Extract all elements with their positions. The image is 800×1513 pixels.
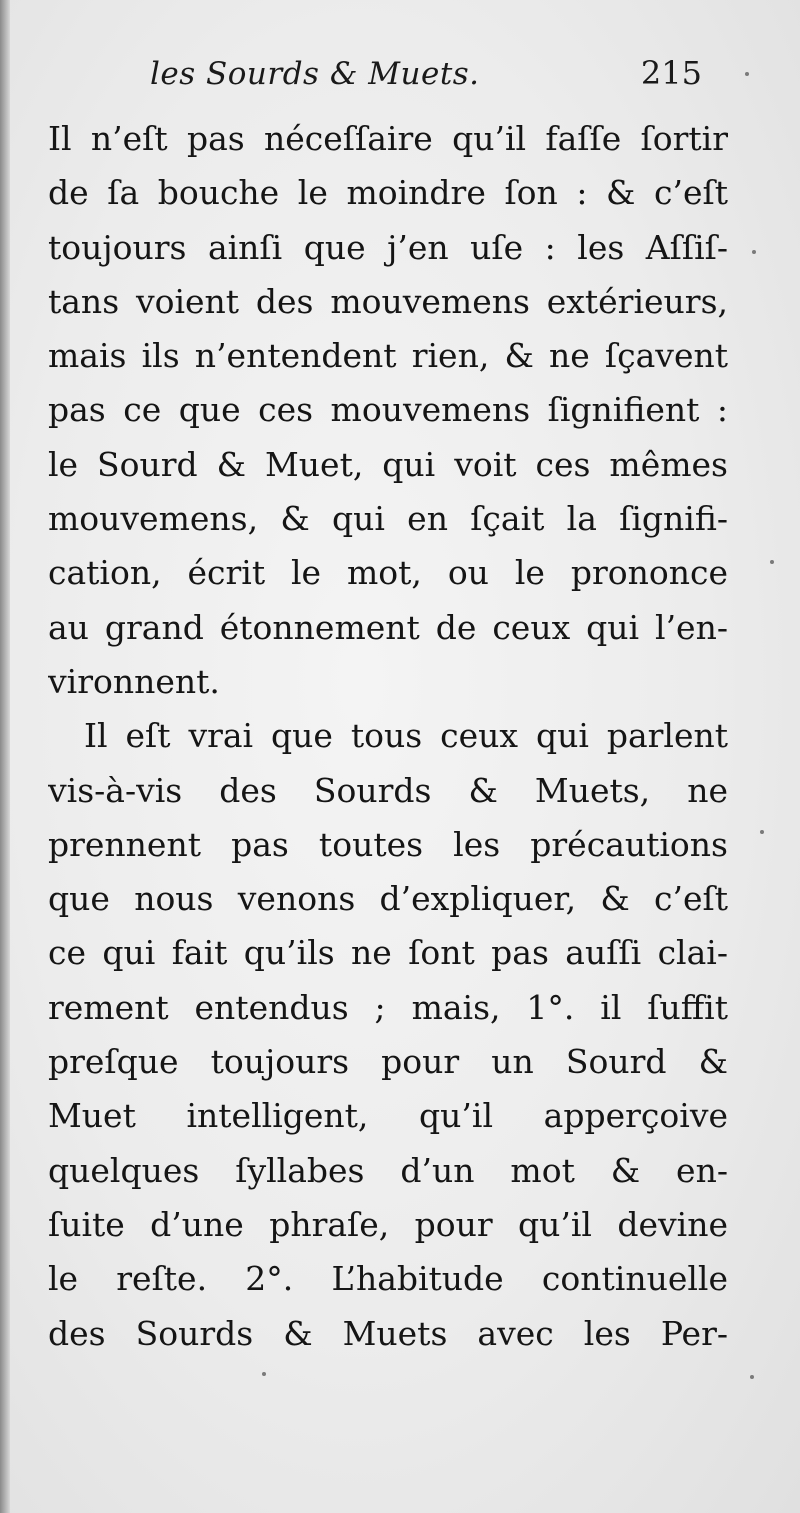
page-header xyxy=(150,50,710,106)
ink-speck xyxy=(750,1375,754,1379)
text-line: au grand étonnement de ceux qui l’en- xyxy=(48,607,728,647)
body-text xyxy=(48,112,728,1361)
page-number: 215 xyxy=(640,54,702,92)
ink-speck xyxy=(752,250,756,254)
ink-speck xyxy=(745,72,749,76)
text-line: tans voient des mouvemens extérieurs, xyxy=(48,281,728,321)
text-line: prennent pas toutes les précautions xyxy=(48,824,728,864)
text-line: Il n’eſt pas néceſſaire qu’il faſſe ſortir xyxy=(48,119,728,158)
text-line: mouvemens, & qui en ſçait la ſignifi- xyxy=(48,499,728,539)
text-line: quelques ſyllabes d’un mot & en- xyxy=(48,1150,728,1190)
paragraph-1 xyxy=(48,112,728,709)
ink-speck xyxy=(770,560,774,564)
text-line: Muet intelligent, qu’il apperçoive xyxy=(48,1096,728,1136)
text-line: pas ce que ces mouvemens ſignifient : xyxy=(48,390,728,430)
text-line: de ſa bouche le moindre ſon : & c’eſt xyxy=(48,173,728,213)
text-line: rement entendus ; mais, 1°. il ſuffit xyxy=(48,987,728,1027)
text-line: le reſte. 2°. L’habitude continuelle xyxy=(48,1259,728,1299)
text-line: le Sourd & Muet, qui voit ces mêmes xyxy=(48,444,728,484)
text-line: cation, écrit le mot, ou le prononce xyxy=(48,553,728,593)
ink-speck xyxy=(262,1372,266,1376)
text-line: ce qui fait qu’ils ne ſont pas auſſi clai- xyxy=(48,933,728,973)
text-line: que nous venons d’expliquer, & c’eſt xyxy=(48,879,728,919)
text-line: vis-à-vis des Sourds & Muets, ne xyxy=(48,770,728,810)
ink-speck xyxy=(760,830,764,834)
text-line: toujours ainſi que j’en uſe : les Aſſiſ- xyxy=(48,227,728,267)
page-gutter-shadow xyxy=(0,0,10,1513)
text-line: preſque toujours pour un Sourd & xyxy=(48,1042,728,1082)
text-line: mais ils n’entendent rien, & ne ſçavent xyxy=(48,336,728,376)
paragraph-2 xyxy=(48,709,728,1361)
text-line: ſuite d’une phraſe, pour qu’il devine xyxy=(48,1204,728,1244)
running-head: les Sourds & Muets. xyxy=(150,56,480,92)
text-line: vironnent. xyxy=(48,661,220,701)
text-line: Il eſt vrai que tous ceux qui parlent xyxy=(84,716,728,756)
text-line: des Sourds & Muets avec les Per- xyxy=(48,1313,728,1353)
